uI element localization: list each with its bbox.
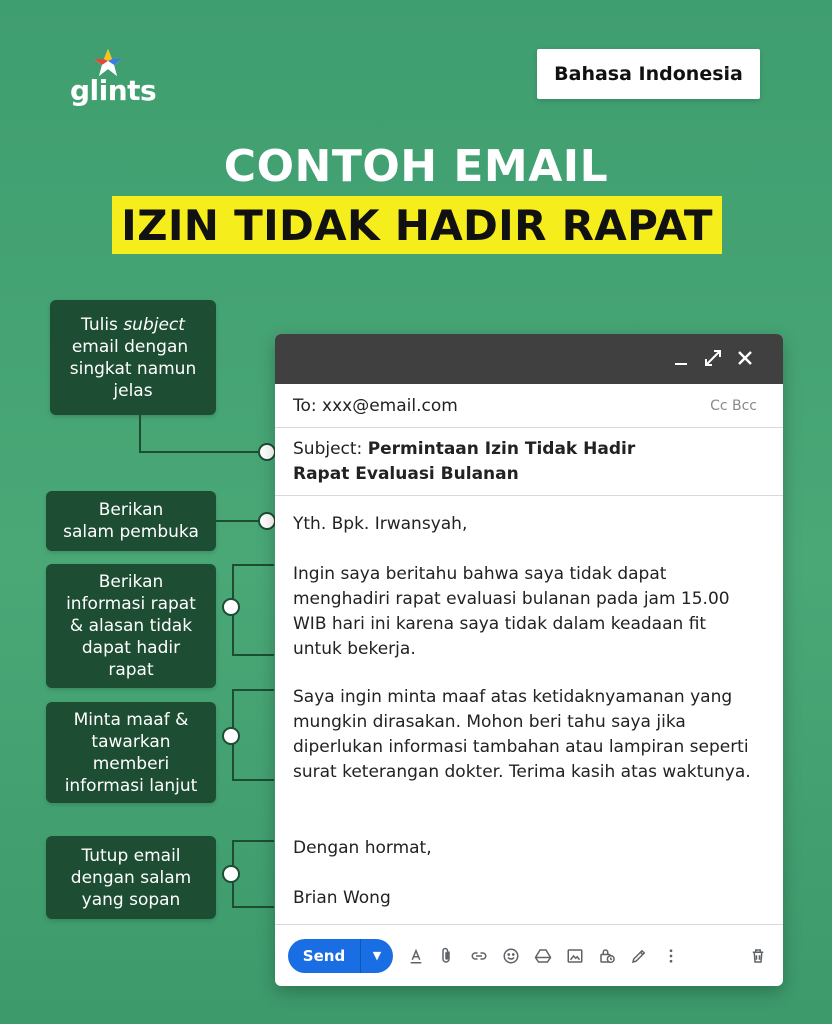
connector-dot <box>222 598 240 616</box>
delete-icon[interactable] <box>747 945 769 967</box>
to-field[interactable] <box>275 384 783 428</box>
email-paragraph-1[interactable] <box>293 562 763 662</box>
connector-bracket <box>232 779 274 781</box>
annotation-text: rapat <box>108 660 154 680</box>
image-icon[interactable] <box>564 945 586 967</box>
email-greeting[interactable]: Yth. Bpk. Irwansyah, <box>293 514 468 534</box>
annotation-text: dapat hadir <box>81 638 181 658</box>
more-options-icon[interactable] <box>660 945 682 967</box>
annotation-text: Tutup email <box>81 845 181 866</box>
annotation-closing <box>46 836 216 919</box>
annotation-text: email dengan <box>71 336 189 357</box>
body-line: Saya ingin minta maaf atas ketidaknyamanan yang <box>293 687 733 707</box>
format-text-icon[interactable] <box>405 945 427 967</box>
body-line: menghadiri rapat evaluasi bulanan pada jam 15.00 <box>293 589 730 609</box>
drive-icon[interactable] <box>532 945 554 967</box>
page-title: CONTOH EMAIL <box>223 141 609 192</box>
close-icon[interactable] <box>733 346 757 370</box>
expand-icon[interactable] <box>701 346 725 370</box>
annotation-meeting-info <box>46 564 216 688</box>
glints-logo <box>66 48 166 108</box>
annotation-subject <box>50 300 216 415</box>
link-icon[interactable] <box>468 945 490 967</box>
email-signature[interactable]: Brian Wong <box>293 888 391 908</box>
body-line: untuk bekerja. <box>293 639 416 659</box>
annotation-text: informasi rapat <box>66 594 196 614</box>
compose-divider <box>275 924 783 925</box>
subject-field[interactable] <box>275 428 783 496</box>
annotation-text: informasi lanjut <box>64 775 198 796</box>
annotation-text: Tulis <box>81 314 124 335</box>
minimize-icon[interactable] <box>669 346 693 370</box>
body-line: surat keterangan dokter. Terima kasih atas waktunya. <box>293 762 751 782</box>
body-line: mungkin dirasakan. Mohon beri tahu saya jika <box>293 712 686 732</box>
subject-line-2: Rapat Evaluasi Bulanan <box>293 464 519 484</box>
connector-line <box>139 415 141 453</box>
annotation-text: dengan salam <box>70 867 192 888</box>
signature-icon[interactable] <box>628 945 650 967</box>
send-button[interactable] <box>288 939 393 973</box>
page-subtitle: IZIN TIDAK HADIR RAPAT <box>121 200 713 250</box>
email-paragraph-2[interactable] <box>293 685 763 785</box>
annotation-text: singkat namun <box>69 358 197 379</box>
connector-dot <box>222 865 240 883</box>
language-badge: Bahasa Indonesia <box>537 49 760 99</box>
annotation-text-italic: subject <box>123 314 185 335</box>
annotation-text: jelas <box>113 380 153 401</box>
email-compose-window <box>275 334 783 986</box>
connector-bracket <box>232 654 274 656</box>
annotation-greeting <box>46 491 216 551</box>
compose-titlebar <box>275 334 783 384</box>
body-line: diperlukan informasi tambahan atau lampiran seperti <box>293 737 749 757</box>
annotation-text: Minta maaf & <box>73 709 189 730</box>
connector-bracket <box>232 906 274 908</box>
annotation-text: Berikan <box>98 572 164 592</box>
annotation-text: Berikan <box>98 500 164 520</box>
connector-bracket <box>232 564 274 566</box>
annotation-apology <box>46 702 216 803</box>
connector-bracket <box>232 840 274 842</box>
attach-icon[interactable] <box>435 945 457 967</box>
annotation-text: salam pembuka <box>63 522 199 542</box>
subject-prefix: Subject: <box>293 439 368 459</box>
email-closing[interactable]: Dengan hormat, <box>293 838 432 858</box>
brand-name: glints <box>70 74 157 107</box>
send-label[interactable]: Send <box>302 947 346 965</box>
emoji-icon[interactable] <box>500 945 522 967</box>
subject-text[interactable] <box>293 437 635 487</box>
subject-line-1: Permintaan Izin Tidak Hadir <box>367 439 636 459</box>
confidential-icon[interactable] <box>596 945 618 967</box>
to-recipient[interactable]: To: xxx@email.com <box>293 396 458 416</box>
page-subtitle-highlight <box>112 196 722 254</box>
annotation-text: & alasan tidak <box>69 616 193 636</box>
body-line: WIB hari ini karena saya tidak dalam keadaan fit <box>293 614 707 634</box>
connector-bracket <box>232 689 274 691</box>
cc-bcc-link[interactable]: Cc Bcc <box>710 398 757 414</box>
annotation-text: memberi <box>92 753 170 774</box>
connector-line <box>216 520 260 522</box>
connector-dot <box>258 512 276 530</box>
body-line: Ingin saya beritahu bahwa saya tidak dapat <box>293 564 667 584</box>
connector-dot <box>258 443 276 461</box>
annotation-text: tawarkan <box>91 731 171 752</box>
connector-dot <box>222 727 240 745</box>
send-options-dropdown-icon[interactable]: ▼ <box>372 949 382 962</box>
annotation-text: yang sopan <box>81 889 181 910</box>
connector-line <box>139 451 261 453</box>
